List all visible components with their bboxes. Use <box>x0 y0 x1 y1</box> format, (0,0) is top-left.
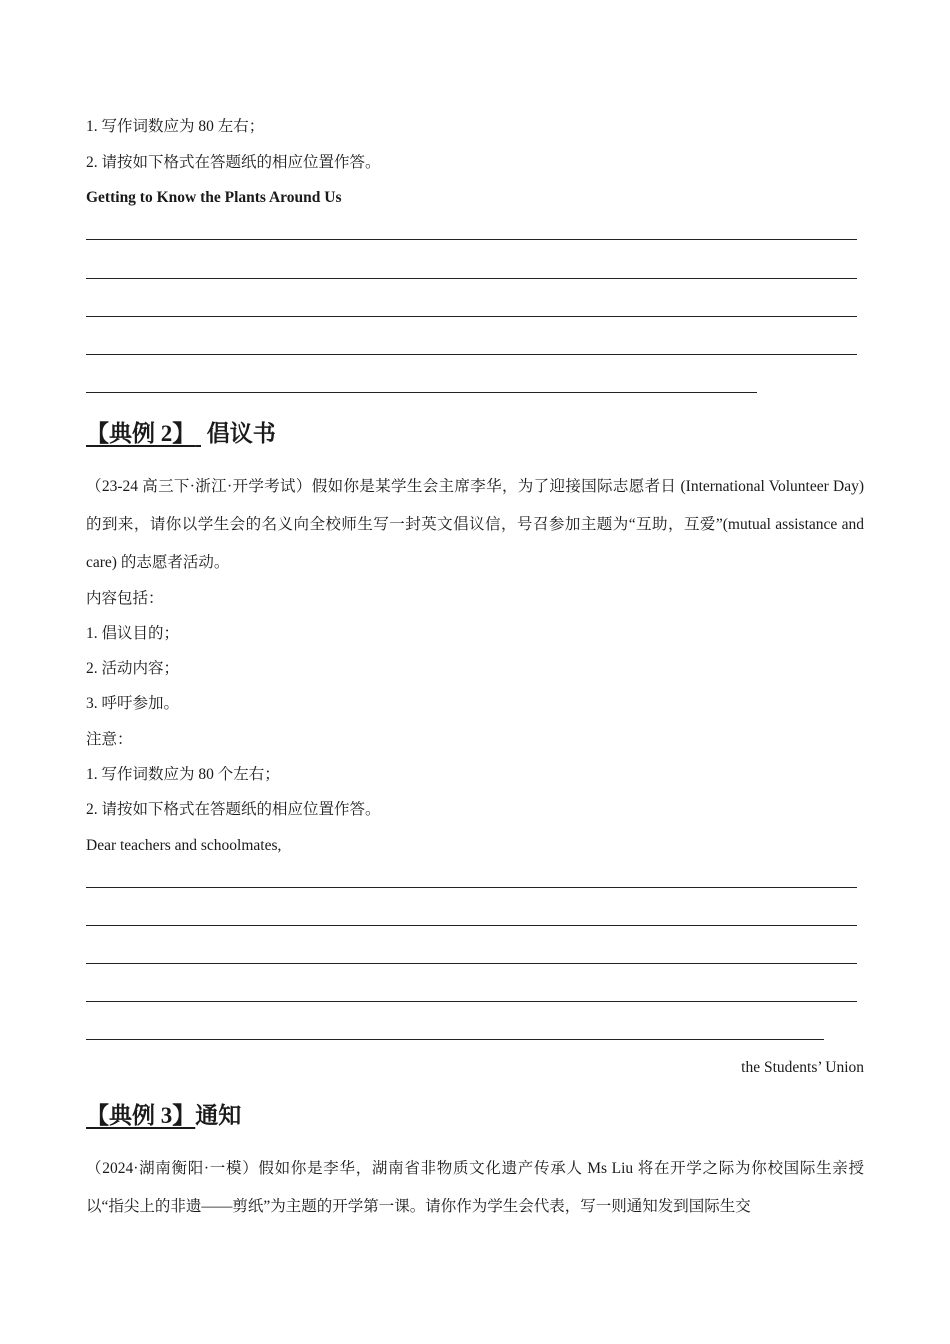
answer-line[interactable] <box>86 1001 857 1002</box>
example-3-name: 通知 <box>195 1103 242 1128</box>
answer-line[interactable] <box>86 925 857 926</box>
example-2-prompt: （23-24 高三下·浙江·开学考试）假如你是某学生会主席李华，为了迎接国际志愿者日 (International Volunteer Day)的到来，请你以学生会的名义向全校师生写一封英文倡议信，号召参加主题为“互助，互爱”(mutual assistance and care) 的志愿者活动。 <box>86 478 864 571</box>
answer-line[interactable] <box>86 239 857 240</box>
note-item: 2. 请按如下格式在答题纸的相应位置作答。 <box>86 801 381 818</box>
note-item: 1. 写作词数应为 80 个左右； <box>86 766 280 783</box>
answer-line[interactable] <box>86 354 857 355</box>
note-label: 注意： <box>86 731 133 748</box>
example-2-name: 倡议书 <box>206 421 276 446</box>
content-point: 3. 呼吁参加。 <box>86 695 180 712</box>
content-label: 内容包括： <box>86 590 164 607</box>
letter-salutation: Dear teachers and schoolmates, <box>86 837 282 854</box>
requirement-word-count: 1. 写作词数应为 80 左右； <box>86 118 265 135</box>
content-point: 1. 倡议目的； <box>86 625 180 642</box>
content-point: 2. 活动内容； <box>86 660 180 677</box>
answer-line[interactable] <box>86 963 857 964</box>
answer-line[interactable] <box>86 1039 824 1040</box>
answer-line[interactable] <box>86 887 857 888</box>
answer-line[interactable] <box>86 392 757 393</box>
example-3-heading <box>86 1101 241 1131</box>
example-2-label: 【典例 2】 <box>86 421 196 446</box>
example-2-heading <box>86 419 276 449</box>
letter-signature: the Students’ Union <box>741 1059 864 1076</box>
example-3-prompt: （2024·湖南衡阳·一模）假如你是李华，湖南省非物质文化遗产传承人 Ms Liu 将在开学之际为你校国际生亲授以“指尖上的非遗——剪纸”为主题的开学第一课。请你作为学生会代表，写一则通知发到国际生交 <box>86 1160 864 1215</box>
answer-line[interactable] <box>86 278 857 279</box>
essay-title: Getting to Know the Plants Around Us <box>86 189 342 206</box>
answer-line[interactable] <box>86 316 857 317</box>
example-3-label: 【典例 3】 <box>86 1103 196 1128</box>
requirement-format: 2. 请按如下格式在答题纸的相应位置作答。 <box>86 154 381 171</box>
